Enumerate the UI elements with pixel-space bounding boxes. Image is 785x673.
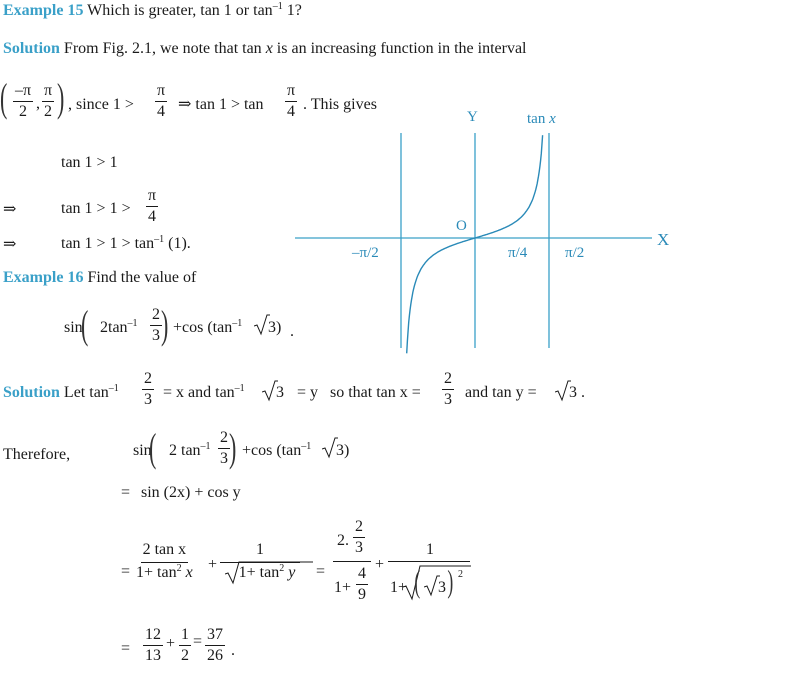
g1-num-pre: 2. bbox=[337, 532, 349, 549]
pi-num-b: π bbox=[285, 83, 297, 102]
line4-frac-c bbox=[205, 627, 225, 664]
line4-c-den: 26 bbox=[207, 647, 223, 664]
y-axis-label: Y bbox=[467, 109, 478, 125]
example-15-line bbox=[3, 3, 302, 19]
line4-a-den: 13 bbox=[145, 647, 161, 664]
tick-pi-over-4: π/4 bbox=[508, 245, 528, 261]
line4-plus: + bbox=[166, 635, 176, 652]
sol16-sup-2: –1 bbox=[234, 383, 245, 394]
line3-f2-sq: 2 bbox=[279, 563, 285, 574]
g1-den-n: 4 bbox=[356, 566, 368, 585]
g2-right-paren: ) bbox=[447, 563, 454, 599]
sol16-let: Let tan bbox=[63, 384, 109, 401]
interval-right-fraction bbox=[42, 83, 54, 120]
sol16-eq-y: = y bbox=[297, 384, 319, 401]
sol16-den-b: 3 bbox=[444, 391, 452, 408]
g2-sq: 2 bbox=[458, 569, 463, 580]
pi-over-4-a bbox=[155, 83, 167, 120]
solution-16-start bbox=[3, 385, 119, 401]
g1-den-pre: 1+ bbox=[334, 579, 352, 596]
interval-left-den: 2 bbox=[19, 103, 28, 120]
therefore-two-tan-text: 2 tan bbox=[169, 442, 201, 459]
ex16-right-paren: ) bbox=[160, 302, 169, 347]
solution-16-heading: Solution bbox=[3, 384, 60, 401]
solution-15-heading: Solution bbox=[3, 40, 60, 57]
sol16-eq-x-and: = x and tan bbox=[163, 384, 235, 401]
line3-f1-den bbox=[136, 563, 193, 581]
curve-label-x: x bbox=[549, 111, 556, 127]
variable-x: x bbox=[265, 40, 273, 57]
tick-pi-over-2: π/2 bbox=[565, 245, 585, 261]
line4-period: . bbox=[231, 642, 235, 659]
sol16-period: . bbox=[581, 384, 585, 401]
sol16-num-b: 2 bbox=[442, 371, 454, 390]
g2-num: 1 bbox=[426, 541, 434, 558]
line3-f2-den-y: y bbox=[288, 564, 296, 581]
line4-b-den: 2 bbox=[181, 647, 189, 664]
therefore-sin: sin bbox=[133, 442, 152, 459]
therefore-two-tan bbox=[169, 443, 211, 459]
therefore-label: Therefore, bbox=[3, 446, 71, 463]
four-den-b: 4 bbox=[287, 103, 296, 120]
ex16-plus-cos: +cos (tan bbox=[173, 319, 233, 336]
g-plus: + bbox=[375, 556, 385, 573]
this-gives-text: . This gives bbox=[303, 96, 377, 113]
pi-num-a: π bbox=[155, 83, 167, 102]
line4-c-num: 37 bbox=[205, 627, 225, 646]
example-16-line bbox=[3, 270, 196, 286]
g1-num-frac bbox=[353, 519, 365, 556]
ex16-two-tan: 2tan bbox=[100, 319, 128, 336]
implies-arrow-1: ⇒ bbox=[3, 201, 17, 218]
therefore-cos bbox=[242, 443, 311, 459]
g1-main-bar bbox=[333, 561, 371, 562]
therefore-num: 2 bbox=[218, 430, 230, 449]
origin-label: O bbox=[456, 218, 467, 234]
line4-eq: = bbox=[121, 640, 131, 657]
tick-neg-pi-over-2: –π/2 bbox=[352, 245, 379, 261]
line3-f1-den-text: 1+ tan bbox=[136, 564, 177, 581]
line4-b-num: 1 bbox=[179, 627, 191, 646]
therefore-left-paren: ( bbox=[148, 425, 157, 470]
step-3 bbox=[61, 236, 191, 252]
sol16-eq-x bbox=[163, 385, 245, 401]
therefore-plus-cos: +cos (tan bbox=[242, 442, 302, 459]
g1-den-frac bbox=[356, 566, 368, 603]
line4-frac-b bbox=[179, 627, 191, 664]
interval-right-den: 2 bbox=[44, 103, 53, 120]
example-16-heading: Example 16 bbox=[3, 269, 84, 286]
right-paren: ) bbox=[56, 75, 65, 120]
line3-fraction-2 bbox=[220, 542, 300, 581]
g2-den-pre: 1+ bbox=[390, 579, 408, 596]
step-2-fraction bbox=[146, 188, 158, 225]
interval-left-fraction bbox=[13, 83, 33, 120]
step-2-den: 4 bbox=[148, 208, 157, 225]
sol16-and-tan-y: and tan y = bbox=[465, 384, 537, 401]
ex16-close: ) bbox=[276, 319, 282, 336]
four-den-a: 4 bbox=[157, 103, 166, 120]
interval-left-num: –π bbox=[13, 83, 33, 102]
solution-15-line bbox=[3, 41, 527, 57]
sol16-root3: 3 bbox=[276, 384, 284, 401]
sol16-so-that: so that tan x = bbox=[330, 384, 421, 401]
line4-frac-a bbox=[143, 627, 163, 664]
sol16-den-a: 3 bbox=[144, 391, 152, 408]
curve-label bbox=[527, 112, 556, 127]
therefore-right-paren: ) bbox=[228, 425, 237, 470]
therefore-root bbox=[336, 443, 349, 459]
line3-eq: = bbox=[121, 563, 131, 580]
step-3-a: tan 1 > 1 > tan bbox=[61, 235, 155, 252]
line2-eq: = bbox=[121, 484, 131, 501]
example-15-question: Which is greater, tan 1 or tan bbox=[87, 2, 273, 19]
left-paren: ( bbox=[0, 75, 8, 120]
example-15-heading: Example 15 bbox=[3, 2, 84, 19]
ex16-sin: sin bbox=[64, 319, 83, 336]
line4-eq-2: = bbox=[193, 633, 203, 650]
ex16-period: . bbox=[290, 323, 294, 340]
step-3-b: (1). bbox=[164, 235, 191, 252]
line3-plus: + bbox=[208, 556, 218, 573]
line4-a-num: 12 bbox=[143, 627, 163, 646]
example-15-tail: 1? bbox=[282, 2, 302, 19]
sol16-num-a: 2 bbox=[142, 371, 154, 390]
sol16-fraction-a bbox=[142, 371, 154, 408]
step-2-num: π bbox=[146, 188, 158, 207]
ex16-expr bbox=[100, 320, 138, 336]
implies-arrow-2: ⇒ bbox=[3, 236, 17, 253]
solution-15-text: From Fig. 2.1, we note that tan bbox=[63, 40, 262, 57]
therefore-cos-sup: –1 bbox=[301, 441, 312, 452]
line3-f1-den-x: x bbox=[185, 564, 193, 581]
g1-num-d: 3 bbox=[355, 539, 363, 556]
line3-f1-num: 2 tan x bbox=[141, 542, 189, 563]
sol16-root3-b: 3 bbox=[569, 384, 577, 401]
sol16-fraction-b bbox=[442, 371, 454, 408]
g2-main-bar bbox=[388, 561, 470, 562]
therefore-root-val: 3 bbox=[336, 442, 344, 459]
ex16-num: 2 bbox=[150, 307, 162, 326]
line3-eq-2: = bbox=[316, 563, 326, 580]
step-2: tan 1 > 1 > bbox=[61, 200, 131, 217]
sol16-sup: –1 bbox=[108, 383, 119, 394]
line3-f2-den bbox=[225, 563, 296, 581]
line2-text: sin (2x) + cos y bbox=[141, 484, 241, 501]
ex16-sup: –1 bbox=[127, 318, 138, 329]
g1-den-d: 9 bbox=[358, 586, 366, 603]
ex16-cos bbox=[173, 320, 242, 336]
therefore-den: 3 bbox=[220, 450, 228, 467]
line3-f2-num: 1 bbox=[220, 542, 300, 563]
therefore-close: ) bbox=[344, 442, 350, 459]
line3-fraction-1 bbox=[136, 542, 193, 581]
ex16-left-paren: ( bbox=[80, 302, 89, 347]
step-1: tan 1 > 1 bbox=[61, 154, 118, 171]
interval-right-num: π bbox=[42, 83, 54, 102]
ex16-cos-sup: –1 bbox=[232, 318, 243, 329]
line3-f2-den-text: 1+ tan bbox=[238, 564, 280, 581]
tan-graph bbox=[290, 108, 675, 358]
line3-f2-radical-icon bbox=[225, 561, 313, 585]
step-3-sup: –1 bbox=[154, 234, 165, 245]
line3-f1-sq: 2 bbox=[176, 563, 182, 574]
example-16-text: Find the value of bbox=[87, 269, 197, 286]
inverse-sup: –1 bbox=[272, 1, 283, 12]
since-text: , since 1 > bbox=[68, 96, 134, 113]
interval-comma: , bbox=[36, 95, 40, 112]
ex16-den: 3 bbox=[152, 327, 160, 344]
ex16-root bbox=[268, 320, 281, 336]
solution-15-text2: is an increasing function in the interval bbox=[276, 40, 527, 57]
x-axis-label: X bbox=[657, 230, 670, 249]
g2-left-paren: ( bbox=[414, 563, 421, 599]
curve-label-tan: tan bbox=[527, 111, 546, 127]
g2-root: 3 bbox=[438, 579, 446, 596]
implies-text: ⇒ tan 1 > tan bbox=[178, 96, 264, 113]
therefore-sup: –1 bbox=[200, 441, 211, 452]
ex16-root-val: 3 bbox=[268, 319, 276, 336]
g1-num-n: 2 bbox=[353, 519, 365, 538]
